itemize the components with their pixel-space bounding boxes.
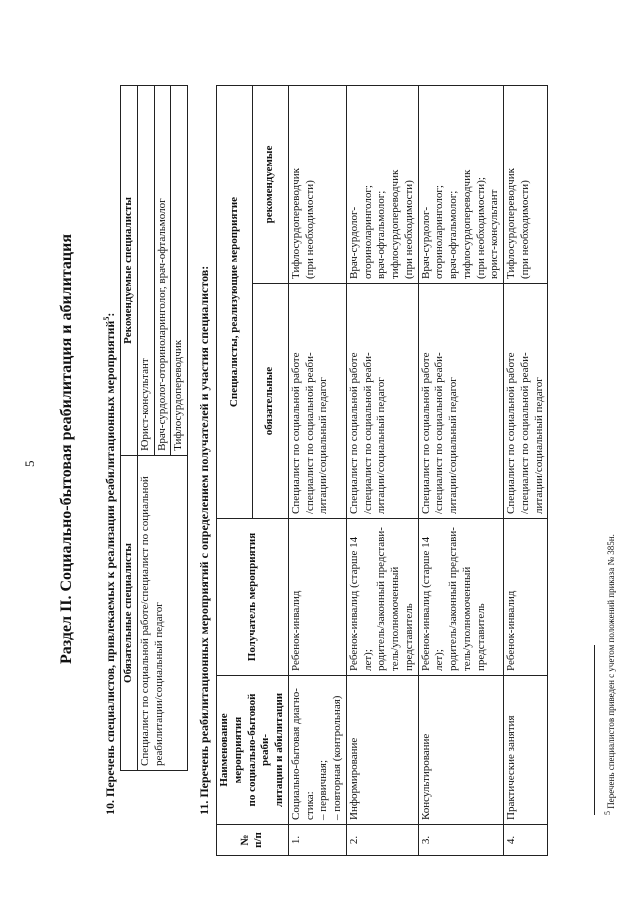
specialists-table bbox=[120, 85, 188, 771]
table-row: 1. Социально-бытовая диагно- стика: – первичная; – повторная (контрольная) Ребенок-инвалид Специалист по социальной работе /специалист по социальной реаби- литации/социальный педагог Тифлосурдопереводчик (при необходимости) bbox=[288, 86, 346, 856]
footnote: $^5$ Перечень специалистов приведен с учетом положений приказа № 385н. bbox=[603, 534, 616, 815]
col-measure-name: Наименование мероприятия по социально-бытовой реаби- литации и абилитации bbox=[217, 676, 289, 825]
section-10-title: 10. Перечень специалистов, привлекаемых к реализации реабилитационных мероприятий$^5$: bbox=[102, 312, 117, 815]
section-11-title: 11. Перечень реабилитационных мероприятий с определением получателей и участия специалистов: bbox=[197, 265, 211, 815]
section-title: Раздел II. Социально-бытовая реабилитация и абилитация bbox=[58, 233, 75, 665]
col-mandatory: Обязательные специалисты bbox=[121, 455, 138, 770]
page-number: 5 bbox=[22, 460, 37, 467]
mandatory-cell: Специалист по социальной работе/специалист по социальной реабилитации/социальный педагог bbox=[137, 455, 187, 770]
col-recipient: Получатель мероприятия bbox=[217, 519, 289, 676]
recommended-cell: Юрист-консультант bbox=[137, 86, 154, 456]
table-row: 2. Информирование Ребенок-инвалид (старше 14 лет); родитель/законный представи- тель/уполномоченный представитель Специалист по социальной работе /специалист по социальной реаби- литации/социальный педагог Врач-сурдолог- оториноларинголог; врач-офтальмолог; тифлосурдопереводчик (при необходимости) bbox=[346, 86, 418, 856]
table-row: 4. Практические занятия Ребенок-инвалид Специалист по социальной работе /специалист по социальной реаби- литации/социальный педагог Тифлосурдопереводчик (при необходимости) bbox=[504, 86, 548, 856]
col-specialists: Специалисты, реализующие мероприятие bbox=[217, 86, 253, 519]
recommended-cell: Врач-сурдолог-оториноларинголог, врач-офтальмолог bbox=[154, 86, 171, 456]
col-recommended: рекомендуемые bbox=[252, 86, 288, 284]
measures-table bbox=[216, 85, 548, 856]
table-row: 3. Консультирование Ребенок-инвалид (старше 14 лет); родитель/законный представи- тель/уполномоченный представитель Специалист по социальной работе /специалист по социальной реаби- литации/социальный педагог Врач-сурдолог- оториноларинголог; врач-офтальмолог; тифлосурдопереводчик (при необходимости); юрист-консультант bbox=[418, 86, 504, 856]
col-number: № п/п bbox=[217, 825, 289, 856]
recommended-cell: Тифлосурдопереводчик bbox=[171, 86, 188, 456]
col-recommended: Рекомендуемые специалисты bbox=[121, 86, 138, 456]
footnote-divider bbox=[594, 645, 595, 815]
col-required: обязательные bbox=[252, 284, 288, 519]
